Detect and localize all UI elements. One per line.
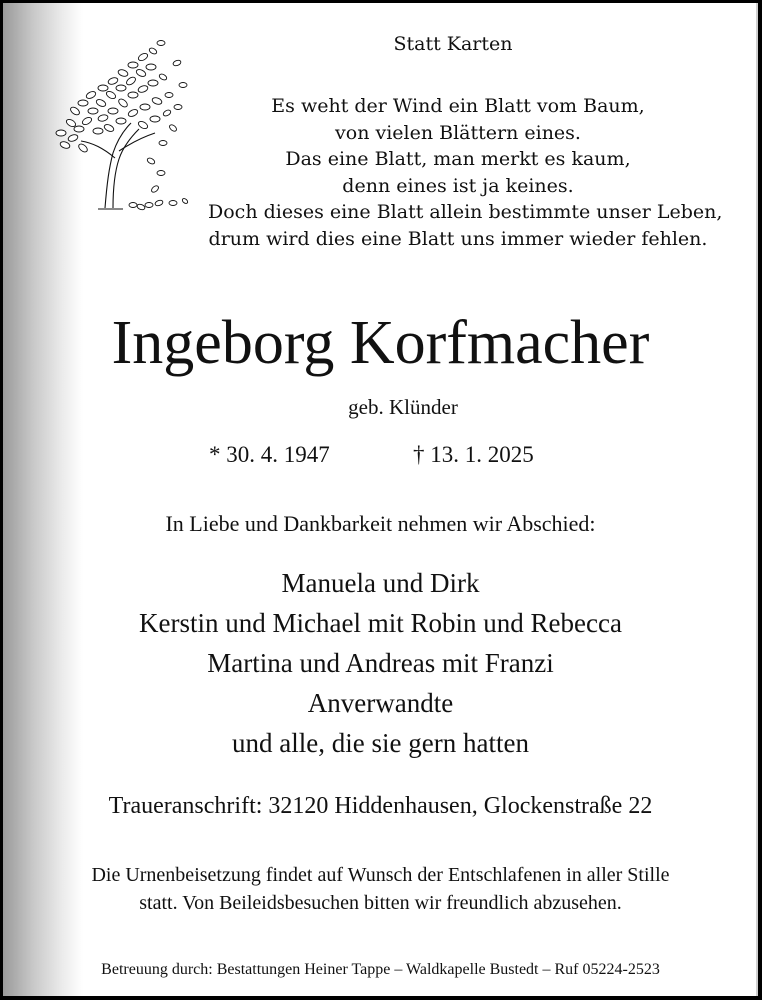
birth-date: * 30. 4. 1947 — [209, 442, 330, 467]
windblown-tree-icon — [43, 33, 193, 213]
farewell-intro: In Liebe und Dankbarkeit nehmen wir Abschied: — [165, 511, 596, 536]
poem-line: von vielen Blättern eines. — [335, 121, 581, 144]
mourner-line: Manuela und Dirk — [281, 568, 480, 598]
burial-notice — [3, 861, 758, 917]
maiden-name: geb. Klünder — [348, 395, 458, 419]
obituary-notice — [3, 3, 758, 996]
burial-notice-line: Die Urnenbeisetzung findet auf Wunsch der Entschlafenen in aller Stille — [91, 864, 670, 886]
mourner-line: Anverwandte — [307, 688, 454, 718]
poem-line: drum wird dies eine Blatt uns immer wieder fehlen. — [208, 227, 708, 250]
mourner-line: Kerstin und Michael mit Robin und Rebecca — [139, 608, 622, 638]
poem-line: Das eine Blatt, man merkt es kaum, — [285, 148, 631, 170]
burial-notice-line: statt. Von Beileidsbesuchen bitten wir freundlich abzusehen. — [139, 892, 622, 914]
mourning-address: Traueranschrift: 32120 Hiddenhausen, Glockenstraße 22 — [108, 793, 653, 819]
poem-line: Es weht der Wind ein Blatt vom Baum, — [271, 95, 645, 117]
funeral-home-footer: Betreuung durch: Bestattungen Heiner Tappe – Waldkapelle Bustedt – Ruf 05224-2523 — [101, 961, 660, 978]
mourner-line: Martina und Andreas mit Franzi — [207, 648, 554, 678]
poem — [208, 93, 723, 252]
header-statt-karten: Statt Karten — [393, 33, 513, 55]
mourners-list — [3, 563, 758, 763]
death-date: † 13. 1. 2025 — [413, 442, 534, 467]
deceased-name: Ingeborg Korfmacher — [111, 309, 650, 377]
poem-line: Doch dieses eine Blatt allein bestimmte unser Leben, — [208, 201, 723, 223]
poem-line: denn eines ist ja keines. — [342, 174, 574, 197]
mourner-line: und alle, die sie gern hatten — [232, 728, 529, 758]
